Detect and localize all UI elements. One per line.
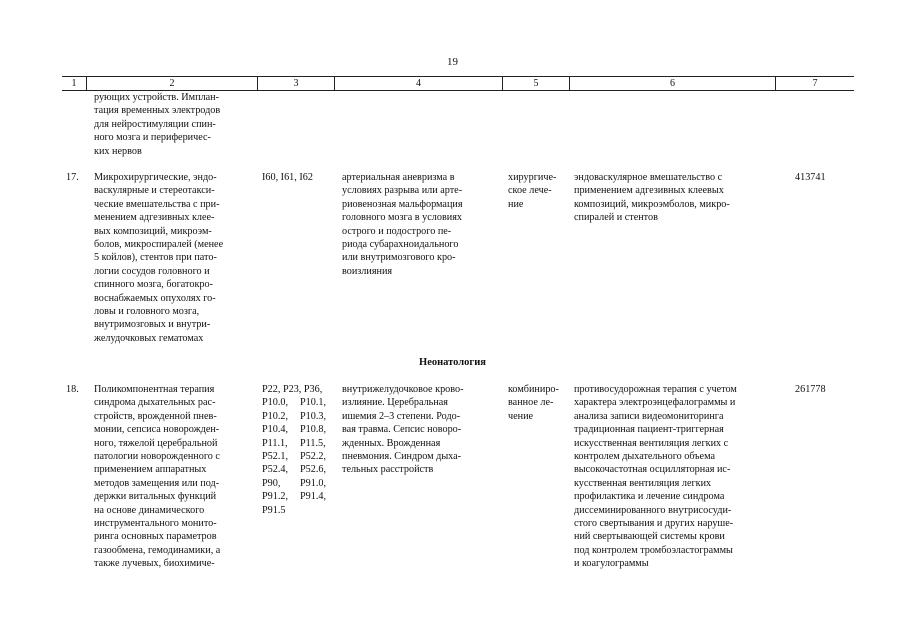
page-number: 19 xyxy=(447,56,458,68)
header-col-4: 4 xyxy=(416,78,421,89)
row-17-method: эндоваскулярное вмешательство с применением адгезивных клеевых композиций, микроэмболов, микро- спиралей и стентов xyxy=(574,172,730,224)
row-18-icd-codes-b: P10.1, P10.3, P10.8, P11.5, P52.2, P52.6, P91.0, P91.4, xyxy=(300,397,327,503)
row-18-treatment-type: комбиниро- ванное ле- чение xyxy=(508,384,559,422)
row-17-icd-codes: I60, I61, I62 xyxy=(262,172,313,183)
row-17-diagnosis: артериальная аневризма в условиях разрыва или арте- риовенозная мальформация головного мозга в условиях острого и подострого пе- риода субарахноидального или внутримозгового кро- воизлияния xyxy=(342,172,463,277)
header-col-2: 2 xyxy=(169,78,175,89)
header-col-6: 6 xyxy=(670,78,675,89)
row-17-cost: 413741 xyxy=(795,172,826,183)
row-18-number: 18. xyxy=(66,384,79,395)
section-title: Неонатология xyxy=(419,357,486,368)
row-17-number: 17. xyxy=(66,172,79,183)
row-18-cost: 261778 xyxy=(795,384,826,395)
row-17-procedure: Микрохирургические, эндо- васкулярные и стереотакси- ческие вмешательства с при- менением адгезивных клее- вых композиций, микроэм- болов, микроспиралей (менее 5 койлов), стентов при пато- логии сосудов головного и спинного мозга, богатокро- воснабжаемых опухолях го- ловы и головного мозга, внутримозговых и внутри- желудочковых гематомах xyxy=(94,172,224,344)
row-18-diagnosis: внутрижелудочковое крово- излияние. Церебральная ишемия 2–3 степени. Родо- вая травма. Сепсис новоро- жденных. Врожденная пневмония. Синдром дыха- тельных расстройств xyxy=(342,384,464,476)
row-18-method: противосудорожная терапия с учетом характера электроэнцефалограммы и анализа записи видеомониторинга традиционная пациент-триггерная искусственная вентиляция легких с контролем дыхательного объема высокочастотная осцилляторная ис- кусственная вентиляция легких профилактика и лечение синдрома диссеминированного внутрисосуди- стого свертывания и других наруше- ний свертывающей системы крови под контролем тромбоэластограммы и коагулограммы xyxy=(574,384,737,570)
table-header-row xyxy=(62,76,854,91)
row-17-treatment-type: хирургиче- ское лече- ние xyxy=(508,172,557,210)
header-col-7: 7 xyxy=(812,78,818,89)
row-18-procedure: Поликомпонентная терапия синдрома дыхательных рас- стройств, врожденной пнев- монии, сепсиса новорожден- ного, тяжелой церебральной патологии новорожденного с применением аппаратных методов замещения или под- держки витальных функций на основе динамического инструментального монито- ринга основных параметров газообмена, гемодинамики, а также лучевых, биохимиче- xyxy=(94,384,221,570)
header-col-5: 5 xyxy=(533,78,539,89)
row-18-icd-codes-a: P22, P23, P36, P10.0, P10.2, P10.4, P11.1, P52.1, P52.4, P90, P91.2, P91.5 xyxy=(262,384,323,516)
header-col-3: 3 xyxy=(293,78,299,89)
continued-procedure-text: рующих устройств. Имплан- тация временных электродов для нейростимуляции спин- ного мозга и периферичес- ких нервов xyxy=(94,92,221,157)
header-col-1: 1 xyxy=(71,78,77,89)
